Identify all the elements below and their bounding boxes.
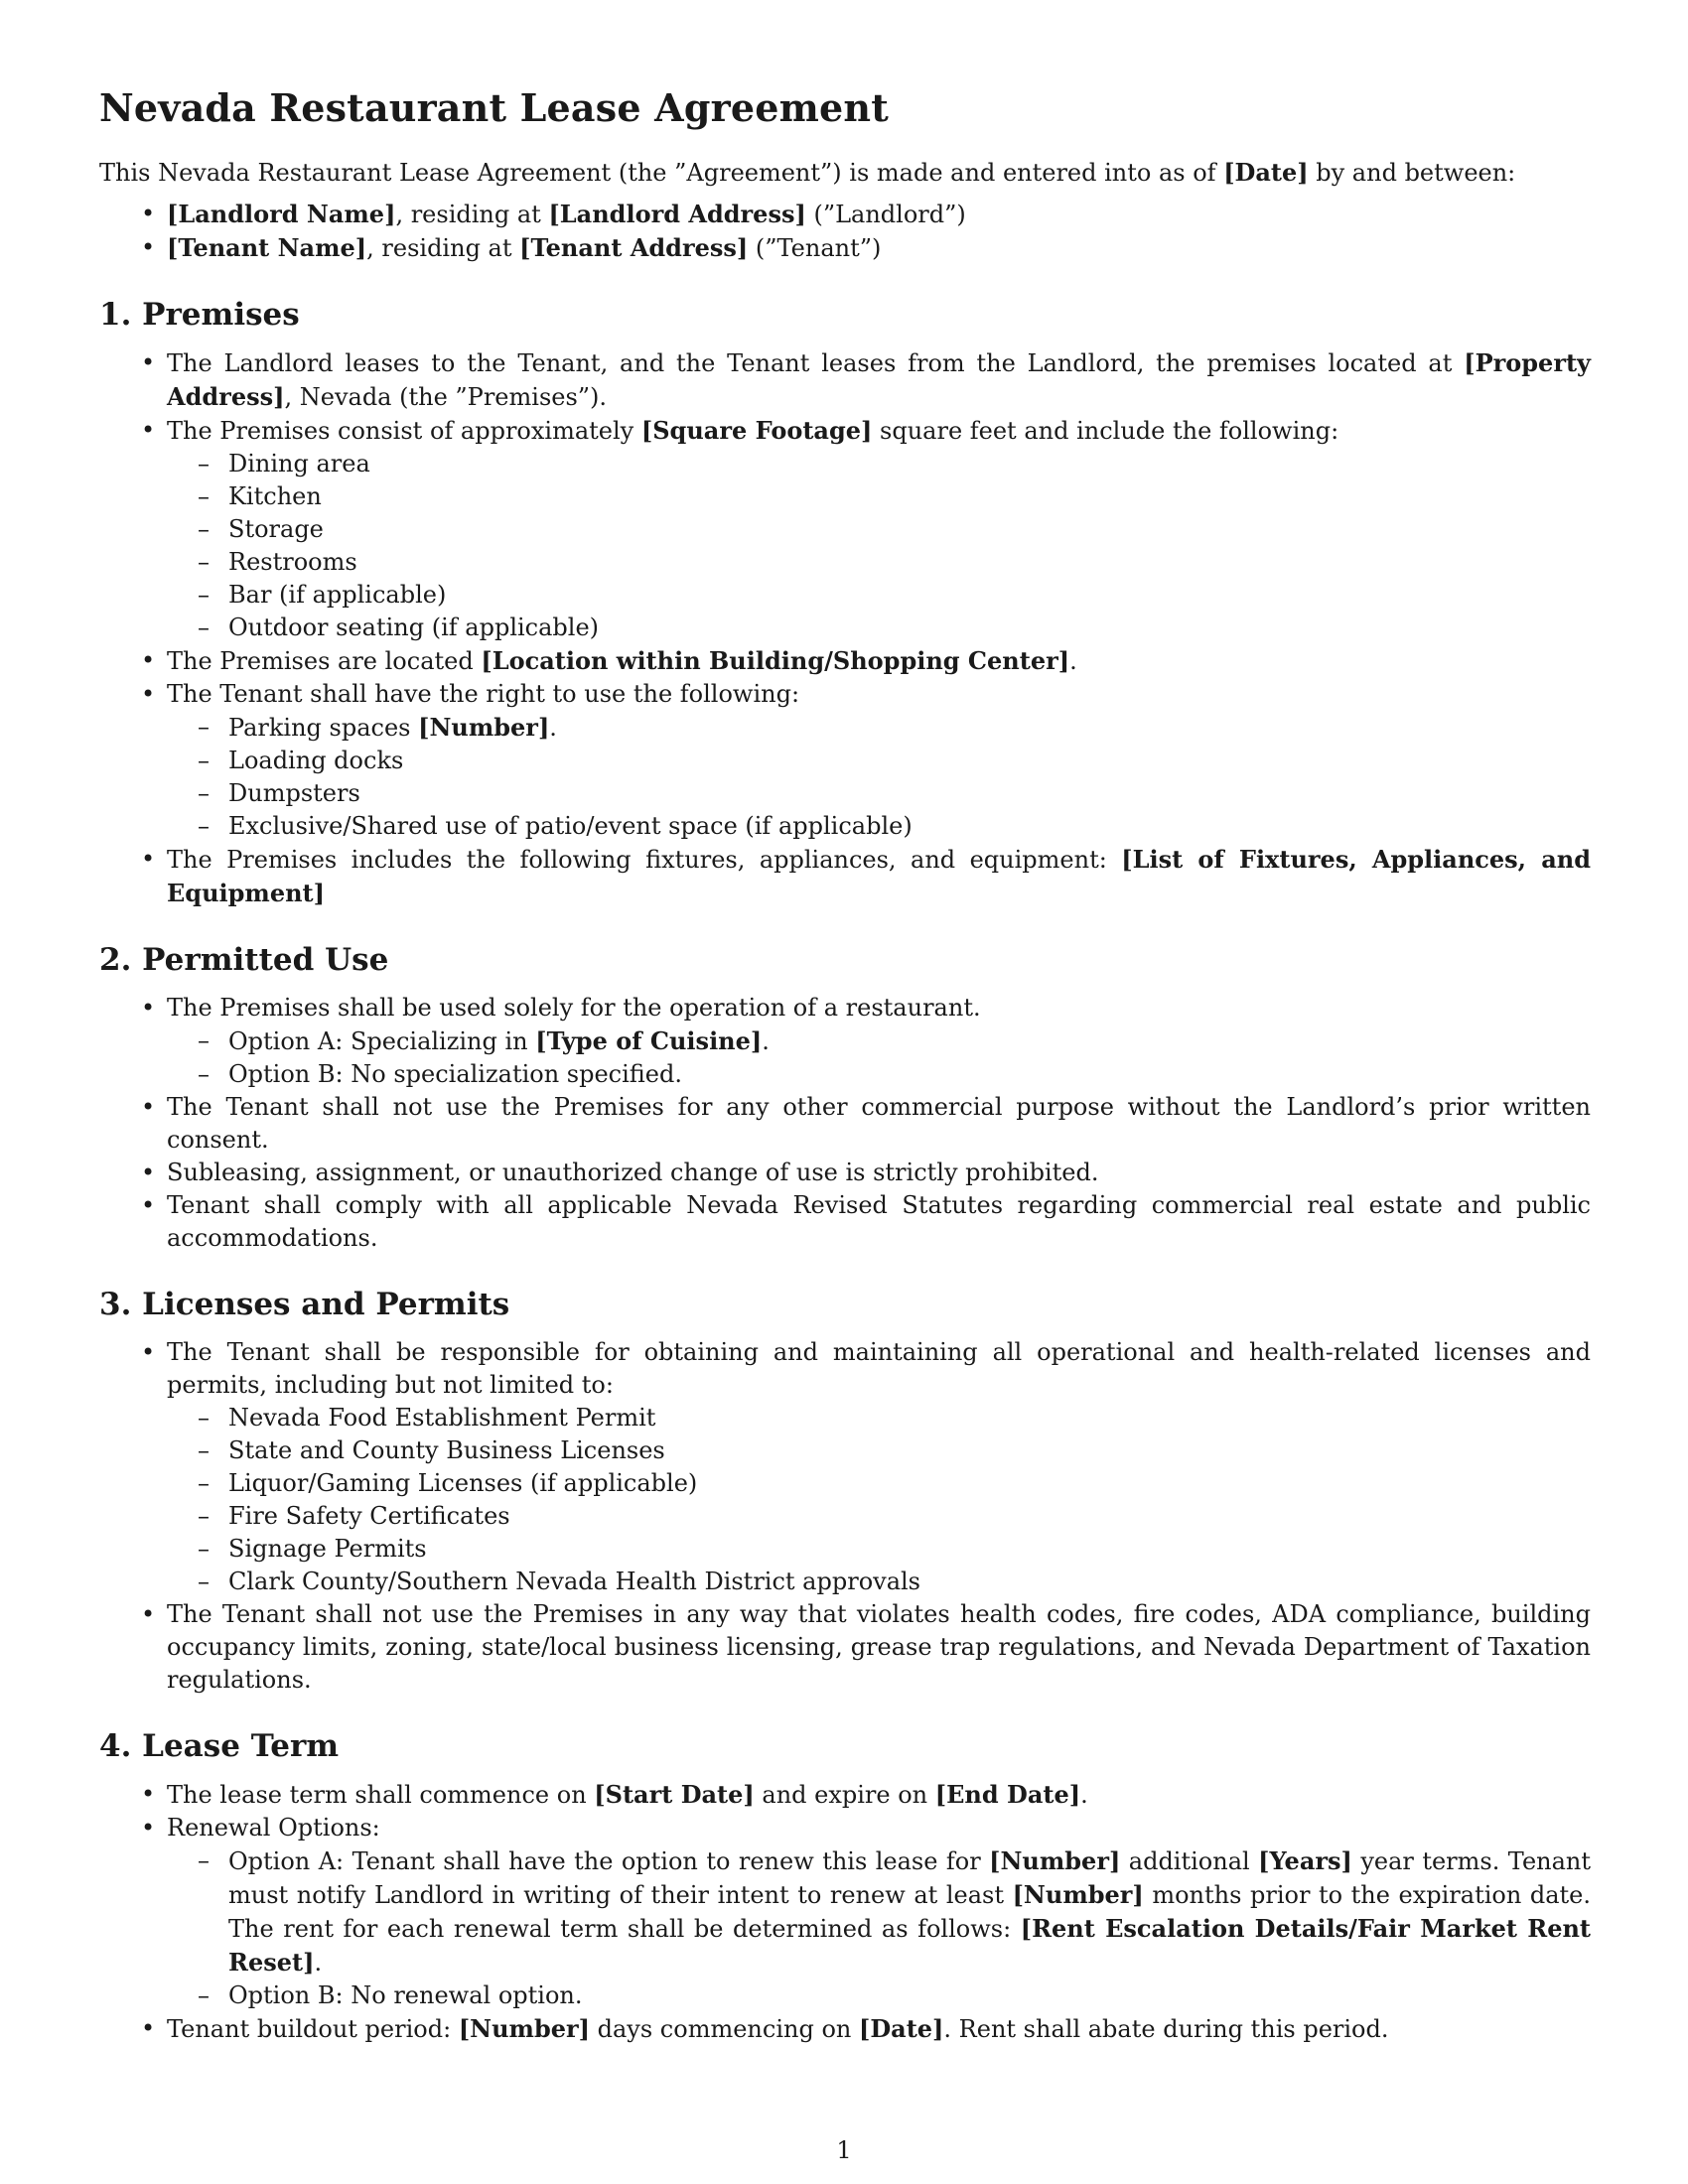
list-item: – State and County Business Licenses: [228, 1434, 1591, 1467]
list-item: – Exclusive/Shared use of patio/event space (if applicable): [228, 810, 1591, 843]
parties-list: [99, 198, 1591, 265]
premises-areas-list: [167, 448, 1591, 644]
list-item: – Signage Permits: [228, 1533, 1591, 1566]
intro-paragraph: This Nevada Restaurant Lease Agreement (the ”Agreement”) is made and entered into as of [Date] by and between:: [99, 158, 1516, 187]
tenant-rights-list: [167, 711, 1591, 843]
list-item: – Clark County/Southern Nevada Health District approvals: [228, 1566, 1591, 1598]
list-item: – Liquor/Gaming Licenses (if applicable): [228, 1467, 1591, 1500]
list-item: • The Premises are located [Location within Building/Shopping Center].: [167, 644, 1591, 678]
licenses-list: [99, 1336, 1591, 1697]
list-item: – Loading docks: [228, 745, 1591, 777]
list-item: – Fire Safety Certificates: [228, 1500, 1591, 1533]
section-heading-lease-term: 4. Lease Term: [99, 1728, 340, 1764]
list-item: – Dining area: [228, 448, 1591, 480]
document-page: [99, 85, 1591, 2046]
list-item: • The Tenant shall not use the Premises for any other commercial purpose without the Landlord’s prior written consent.: [167, 1091, 1591, 1157]
list-item: – Bar (if applicable): [228, 579, 1591, 612]
page-number: 1: [836, 2136, 852, 2164]
list-item: – Option A: Tenant shall have the option to renew this lease for [Number] additional [Years] year terms. Tenant must notify Landlord in writing of their intent to renew at least [Number] months prior to the expiration date. The rent for each renewal term shall be determined as follows: [Rent Escalation Details/Fair Market Rent Reset].: [228, 1844, 1591, 1979]
list-item: – Option B: No specialization specified.: [228, 1058, 1591, 1091]
permits-list: [167, 1402, 1591, 1598]
date-placeholder: [Date]: [1223, 158, 1309, 187]
party-landlord: • [Landlord Name], residing at [Landlord Address] (”Landlord”): [167, 198, 1591, 231]
list-item: • The Premises includes the following fixtures, appliances, and equipment: [List of Fixtures, Appliances, and Equipment]: [167, 843, 1591, 910]
use-options-list: [167, 1024, 1591, 1091]
list-item: – Outdoor seating (if applicable): [228, 612, 1591, 644]
list-item: • Tenant shall comply with all applicable Nevada Revised Statutes regarding commercial real estate and public accommodations.: [167, 1189, 1591, 1255]
list-item: • The lease term shall commence on [Start Date] and expire on [End Date].: [167, 1778, 1591, 1812]
list-item: – Option A: Specializing in [Type of Cuisine].: [228, 1024, 1591, 1058]
premises-list: [99, 346, 1591, 910]
list-item: • The Landlord leases to the Tenant, and the Tenant leases from the Landlord, the premises located at [Property Address], Nevada (the ”Premises”).: [167, 346, 1591, 414]
list-item: • The Tenant shall be responsible for obtaining and maintaining all operational and health-related licenses and permits, including but not limited to: – Nevada Food Establishment Permit – State and County Business Licenses – Liquor/Gaming Licenses (if applicable) – Fire Safety Certificates – Signage Permits – Clark County/Southern Nevada Health District approvals: [167, 1336, 1591, 1598]
section-heading-premises: 1. Premises: [99, 297, 300, 333]
renewal-options-list: [167, 1844, 1591, 2012]
list-item: – Option B: No renewal option.: [228, 1979, 1591, 2012]
lease-term-list: [99, 1778, 1591, 2046]
list-item: – Kitchen: [228, 480, 1591, 513]
list-item: • Tenant buildout period: [Number] days commencing on [Date]. Rent shall abate during this period.: [167, 2012, 1591, 2046]
list-item: – Dumpsters: [228, 777, 1591, 810]
permitted-use-list: [99, 992, 1591, 1255]
list-item: • Subleasing, assignment, or unauthorized change of use is strictly prohibited.: [167, 1157, 1591, 1189]
party-tenant: • [Tenant Name], residing at [Tenant Address] (”Tenant”): [167, 231, 1591, 265]
document-title: Nevada Restaurant Lease Agreement: [99, 85, 889, 130]
list-item: – Parking spaces [Number].: [228, 711, 1591, 745]
list-item: – Nevada Food Establishment Permit: [228, 1402, 1591, 1434]
list-item: • The Premises consist of approximately [Square Footage] square feet and include the following: – Dining area – Kitchen – Storage – Restrooms – Bar (if applicable) – Outdoor seating (if applicable): [167, 414, 1591, 644]
list-item: • The Premises shall be used solely for the operation of a restaurant. – Option A: Specializing in [Type of Cuisine]. – Option B: No specialization specified.: [167, 992, 1591, 1091]
list-item: • The Tenant shall have the right to use the following: – Parking spaces [Number]. – Loading docks – Dumpsters – Exclusive/Shared use of patio/event space (if applicable): [167, 678, 1591, 843]
list-item: – Restrooms: [228, 546, 1591, 579]
list-item: • The Tenant shall not use the Premises in any way that violates health codes, fire codes, ADA compliance, building occupancy limits, zoning, state/local business licensing, grease trap regulations, and Nevada Department of Taxation regulations.: [167, 1598, 1591, 1697]
list-item: • Renewal Options: – Option A: Tenant shall have the option to renew this lease for [Number] additional [Years] year terms. Tenant must notify Landlord in writing of their intent to renew at least [Number] months prior to the expiration date. The rent for each renewal term shall be determined as follows: [Rent Escalation Details/Fair Market Rent Reset]. – Option B: No renewal option.: [167, 1812, 1591, 2012]
section-heading-licenses: 3. Licenses and Permits: [99, 1287, 510, 1322]
section-heading-permitted-use: 2. Permitted Use: [99, 942, 389, 978]
list-item: – Storage: [228, 513, 1591, 546]
